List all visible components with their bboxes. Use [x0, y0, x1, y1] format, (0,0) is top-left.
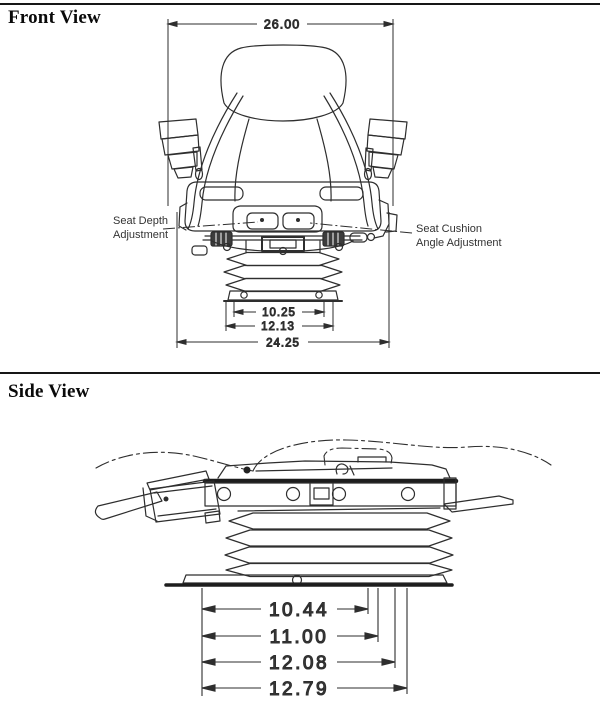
front-view-drawing	[159, 45, 407, 301]
dim-text-10-25: 10.25	[262, 307, 296, 319]
dim-text-12-08: 12.08	[268, 653, 330, 674]
suspension-bellows-side	[166, 508, 453, 585]
side-view-dimensions	[202, 588, 407, 700]
right-armrest	[365, 119, 408, 180]
dim-text-12-13: 12.13	[261, 321, 295, 333]
suspension-rail	[205, 478, 513, 512]
seat-phantom-outline	[96, 440, 551, 471]
dim-text-26-00: 26.00	[263, 17, 301, 32]
seat-cushion-center	[233, 206, 322, 232]
seat-depth-label-line2: Adjustment	[113, 228, 169, 241]
headrest	[221, 45, 346, 121]
dim-text-10-44: 10.44	[268, 600, 330, 621]
adjustment-lever	[95, 471, 220, 523]
pivot-point	[244, 467, 251, 474]
side-view-drawing	[95, 440, 551, 585]
cushion-angle-label-line2: Angle Adjustment	[416, 236, 502, 249]
dim-text-12-79: 12.79	[268, 679, 330, 700]
suspension-frame	[192, 232, 375, 255]
suspension-bellows-front	[224, 253, 342, 302]
left-armrest	[159, 119, 203, 180]
cushion-angle-label-line1: Seat Cushion	[416, 223, 483, 235]
dimension-inner-base-width	[234, 302, 324, 319]
dim-text-24-25: 24.25	[266, 337, 300, 350]
seat-depth-label-line1: Seat Depth	[113, 215, 169, 227]
cushion-angle-adjuster-point	[296, 218, 300, 222]
seat-rail-mechanism	[218, 457, 450, 478]
backrest	[188, 93, 378, 229]
dimension-10-44	[202, 588, 368, 621]
side-view-title: Side View	[8, 381, 90, 402]
seat-depth-adjuster-point	[260, 218, 264, 222]
dim-text-11-00: 11.00	[269, 627, 329, 648]
front-view-title: Front View	[8, 7, 101, 28]
